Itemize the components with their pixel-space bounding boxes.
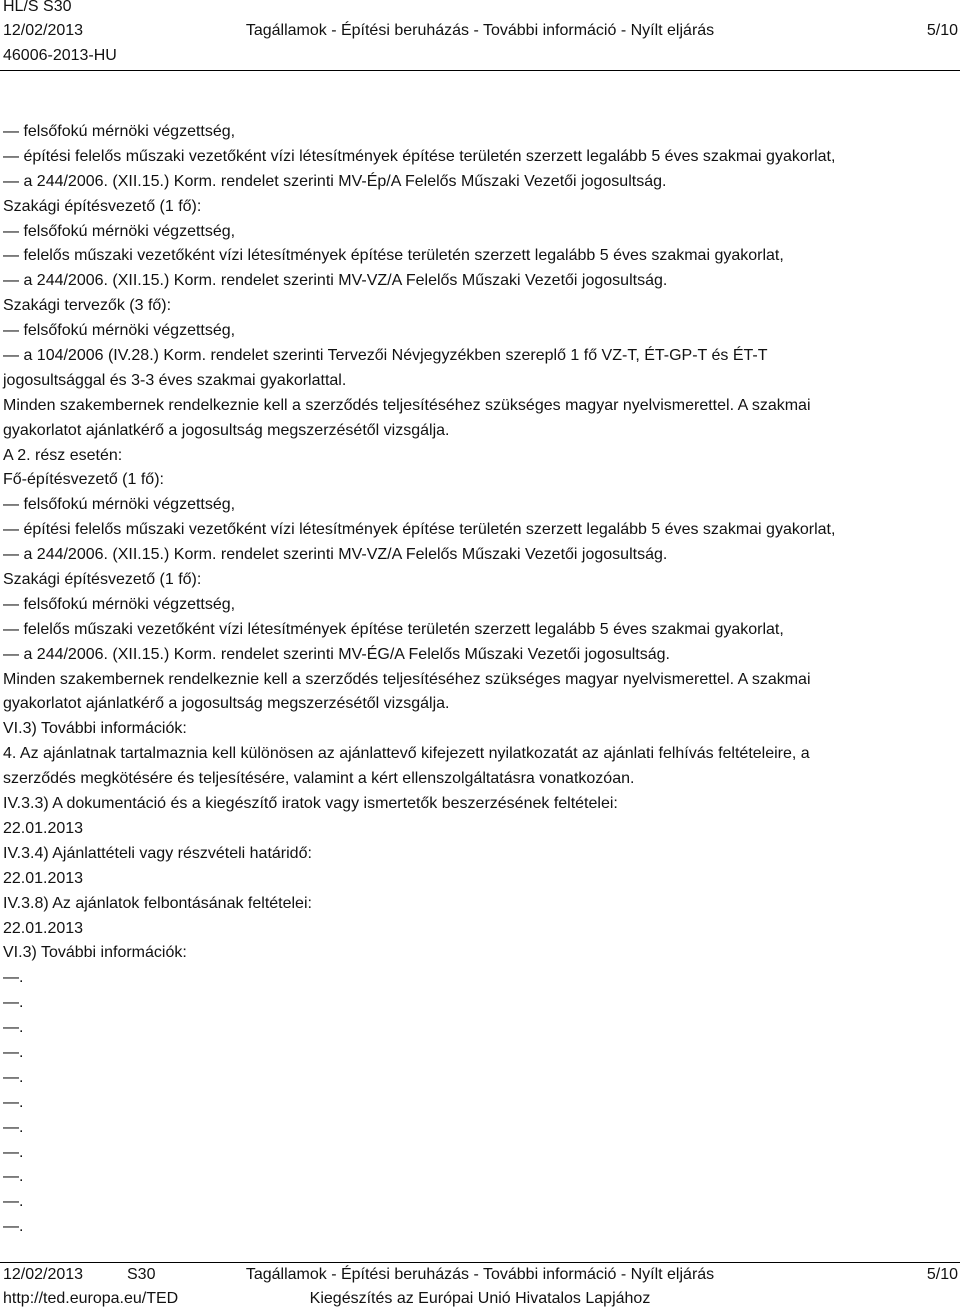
text-line: —. (3, 1068, 24, 1086)
text-line: gyakorlatot ajánlatkérő a jogosultság megszerzésétől vizsgálja. (3, 695, 450, 713)
text-line: — építési felelős műszaki vezetőként vízi létesítmények építése területén szerzett legalább 5 éves szakmai gyakorlat, (3, 147, 836, 165)
text-line: — felsőfokú mérnöki végzettség, (3, 222, 236, 240)
text-line: —. (3, 1118, 24, 1136)
header-doc-id: 46006-2013-HU (3, 47, 117, 64)
text-line: Szakági tervezők (3 fő): (3, 297, 172, 315)
footer-url[interactable]: http://ted.europa.eu/TED (3, 1290, 179, 1307)
text-line: Minden szakembernek rendelkeznie kell a szerződés teljesítéséhez szükséges magyar nyelvismerettel. A szakmai (3, 396, 811, 414)
text-line: VI.3) További információk: (3, 944, 187, 962)
text-line: — felsőfokú mérnöki végzettség, (3, 496, 236, 514)
footer-date: 12/02/2013 (3, 1266, 84, 1283)
text-line: —. (3, 1168, 24, 1186)
header-code: HL/S S30 (3, 0, 72, 15)
text-line: 22.01.2013 (3, 919, 84, 937)
text-line: — a 104/2006 (IV.28.) Korm. rendelet szerinti Tervezői Névjegyzékben szereplő 1 fő VZ-T, ÉT-GP-T és ÉT-T (3, 347, 768, 365)
text-line: — építési felelős műszaki vezetőként vízi létesítmények építése területén szerzett legalább 5 éves szakmai gyakorlat, (3, 521, 836, 539)
text-line: — felsőfokú mérnöki végzettség, (3, 322, 236, 340)
text-line: — felelős műszaki vezetőként vízi létesítmények építése területén szerzett legalább 5 éves szakmai gyakorlat, (3, 247, 784, 265)
footer-series: S30 (127, 1266, 156, 1283)
text-line: IV.3.8) Az ajánlatok felbontásának feltételei: (3, 894, 312, 912)
text-line: —. (3, 1043, 24, 1061)
footer-divider (0, 1262, 960, 1263)
text-line: IV.3.3) A dokumentáció és a kiegészítő iratok vagy ismertetők beszerzésének feltételei: (3, 795, 618, 813)
header-date: 12/02/2013 (3, 22, 84, 39)
header-page-number: 5/10 (926, 22, 958, 39)
text-line: — felelős műszaki vezetőként vízi létesítmények építése területén szerzett legalább 5 éves szakmai gyakorlat, (3, 620, 784, 638)
text-line: gyakorlatot ajánlatkérő a jogosultság megszerzésétől vizsgálja. (3, 421, 450, 439)
text-line: — a 244/2006. (XII.15.) Korm. rendelet szerinti MV-Ép/A Felelős Műszaki Vezetői jogosultság. (3, 172, 667, 190)
text-line: szerződés megkötésére és teljesítésére, valamint a kért ellenszolgáltatásra vonatkozóan. (3, 770, 635, 788)
text-line: — a 244/2006. (XII.15.) Korm. rendelet szerinti MV-VZ/A Felelős Műszaki Vezetői jogosultság. (3, 546, 668, 564)
text-line: — felsőfokú mérnöki végzettség, (3, 595, 236, 613)
text-line: 22.01.2013 (3, 869, 84, 887)
text-line: Minden szakembernek rendelkeznie kell a szerződés teljesítéséhez szükséges magyar nyelvismerettel. A szakmai (3, 670, 811, 688)
header-divider (0, 70, 960, 71)
document-body (3, 120, 958, 1240)
text-line: —. (3, 1019, 24, 1037)
text-line: — felsőfokú mérnöki végzettség, (3, 123, 236, 140)
text-line: Szakági építésvezető (1 fő): (3, 197, 202, 215)
text-line: —. (3, 1093, 24, 1111)
text-line: Fő-építésvezető (1 fő): (3, 471, 164, 489)
text-line: jogosultsággal és 3-3 éves szakmai gyakorlattal. (3, 371, 347, 389)
text-line: — a 244/2006. (XII.15.) Korm. rendelet szerinti MV-ÉG/A Felelős Műszaki Vezetői jogosultság. (3, 645, 670, 663)
text-line: —. (3, 969, 24, 987)
text-line: 22.01.2013 (3, 819, 84, 837)
footer-subtitle: Kiegészítés az Európai Unió Hivatalos Lapjához (309, 1290, 651, 1307)
text-line: A 2. rész esetén: (3, 446, 123, 464)
text-line: —. (3, 1193, 24, 1211)
text-line: IV.3.4) Ajánlattételi vagy részvételi határidő: (3, 844, 312, 862)
text-line: —. (3, 1143, 24, 1161)
text-line: —. (3, 1218, 24, 1236)
text-line: VI.3) További információk: (3, 720, 187, 738)
text-line: — a 244/2006. (XII.15.) Korm. rendelet szerinti MV-VZ/A Felelős Műszaki Vezetői jogosultság. (3, 272, 668, 290)
header-title: Tagállamok - Építési beruházás - További információ - Nyílt eljárás (245, 22, 715, 39)
footer-page-number: 5/10 (926, 1266, 958, 1283)
text-line: —. (3, 994, 24, 1012)
footer-title: Tagállamok - Építési beruházás - További információ - Nyílt eljárás (245, 1266, 715, 1283)
text-line: 4. Az ajánlatnak tartalmaznia kell különösen az ajánlattevő kifejezett nyilatkozatát az ajánlati felhívás feltételeire, a (3, 745, 810, 763)
text-line: Szakági építésvezető (1 fő): (3, 571, 202, 589)
